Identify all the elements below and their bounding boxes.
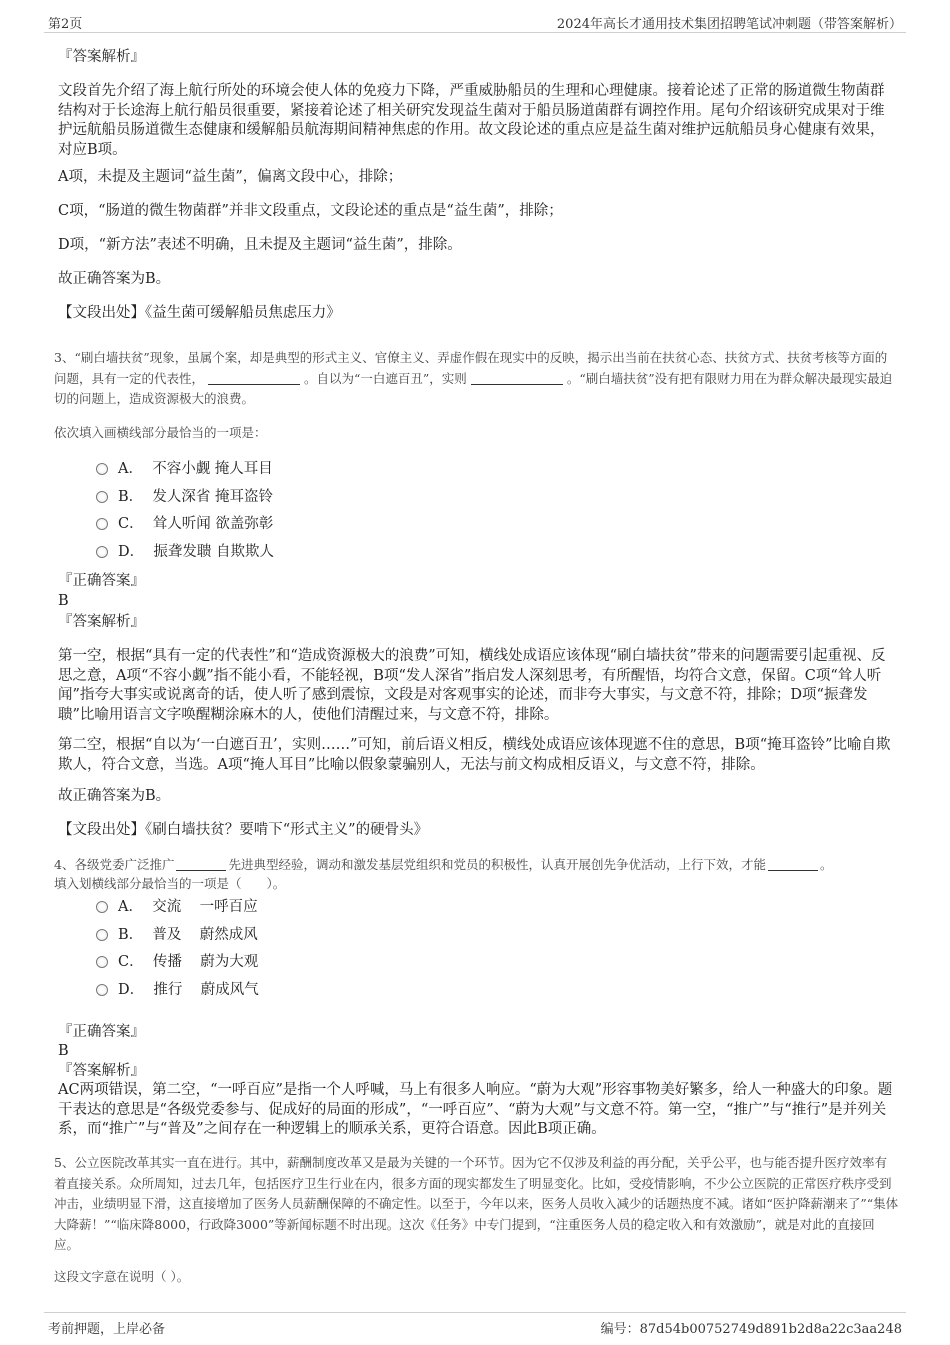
q4-correct-answer: B (58, 1043, 69, 1059)
radio-icon[interactable] (96, 984, 108, 996)
q2-analysis-p3: C项，“肠道的微生物菌群”并非文段重点，文段论述的重点是“益生菌”，排除； (58, 203, 563, 219)
q4-stem: 4、各级党委广泛推广 先进典型经验，调动和激发基层党组织和党员的积极性，认真开展创先争优活动，上行下效，才能 。 (54, 857, 833, 872)
q2-analysis-p1: 文段首先介绍了海上航行所处的环境会使人体的免疫力下降，严重威胁船员的生理和心理健康。接着论述了正常的肠道微生物菌群结构对于长途海上航行船员很重要，紧接着论述了相关研究发现益生菌对于船员肠道菌群有调控作用。尾句介绍该研究成果对于维护远航船员肠道微生态健康和缓解船员航海期间精神焦虑的作用。故文段论述的重点应是益生菌对维护远航船员身心健康有效果，对应B项。 (58, 83, 885, 158)
q3-prompt: 依次填入画横线部分最恰当的一项是： (54, 425, 267, 440)
q2-answer-summary: 故正确答案为B。 (58, 271, 171, 287)
q2-analysis-p2: A项，未提及主题词“益生菌”，偏离文段中心，排除； (58, 169, 403, 185)
radio-icon[interactable] (96, 491, 108, 503)
q3-option-d[interactable]: D． 振聋发聩 自欺欺人 (96, 542, 274, 562)
q3-option-b[interactable]: B． 发人深省 掩耳盗铃 (96, 487, 273, 507)
answer-blank-1 (176, 858, 226, 871)
q4-option-a[interactable]: A． 交流 一呼百应 (96, 897, 258, 917)
radio-icon[interactable] (96, 546, 108, 558)
q3-option-a[interactable]: A． 不容小觑 掩人耳目 (96, 459, 273, 479)
answer-blank-1 (208, 372, 300, 385)
radio-icon[interactable] (96, 518, 108, 530)
q2-source: 【文段出处】《益生菌可缓解船员焦虑压力》 (58, 305, 341, 321)
q3-analysis-label: 『答案解析』 (58, 614, 145, 630)
footer-slogan: 考前押题，上岸必备 (48, 1322, 166, 1337)
radio-icon[interactable] (96, 956, 108, 968)
q5-stem: 5、公立医院改革其实一直在进行。其中，薪酬制度改革又是最为关键的一个环节。因为它不仅涉及利益的再分配，关乎公平，也与能否提升医疗效率有着直接关系。众所周知，过去几年，包括医疗卫生行业在内，很多方面的现实都发生了明显变化。比如，受疫情影响，不少公立医院的正常医疗秩序受到冲击，业绩明显下滑，这直接增加了医务人员薪酬保障的不确定性。以至于，今年以来，医务人员收入减少的话题热度不减。诸如“医护降薪潮来了”“集体大降薪！”“临床降8000，行政降3000”等新闻标题不时出现。这次《任务》中专门提到，“注重医务人员的稳定收入和有效激励”，就是对此的直接回应。 (54, 1155, 899, 1252)
q3-option-c[interactable]: C． 耸人听闻 欲盖弥彰 (96, 514, 273, 534)
q3-correct-answer: B (58, 593, 69, 609)
q4-correct-label: 『正确答案』 (58, 1024, 145, 1040)
answer-blank-2 (471, 372, 563, 385)
q5-prompt: 这段文字意在说明（ ）。 (54, 1269, 190, 1284)
document-title: 2024年高长才通用技术集团招聘笔试冲刺题（带答案解析） (556, 17, 902, 32)
q3-stem-part2: 。自以为“一白遮百丑”，实则 (304, 370, 467, 386)
page-footer (44, 1312, 906, 1337)
page-number: 第2页 (48, 17, 83, 32)
radio-icon[interactable] (96, 901, 108, 913)
q4-option-b[interactable]: B． 普及 蔚然成风 (96, 925, 258, 945)
q3-analysis-p1: 第一空，根据“具有一定的代表性”和“造成资源极大的浪费”可知，横线处成语应该体现“刷白墙扶贫”带来的问题需要引起重视、反思之意，A项“不容小觑”指不能小看，不能轻视，B项“发人深省”指启发人深刻思考，有所醒悟，均符合文意，保留。C项“耸人听闻”指夸大事实或说离奇的话，使人听了感到震惊，文段是对客观事实的论述，而非夸大事实，与文意不符，排除；D项“振聋发聩”比喻用语言文字唤醒糊涂麻木的人，使他们清醒过来，与文意不符，排除。 (58, 648, 886, 723)
q3-stem-part1: 3、“刷白墙扶贫”现象，虽属个案，却是典型的形式主义、官僚主义、弄虚作假在现实中的反映，揭示出当前在扶贫心态、扶贫方式、扶贫考核等方面的问题，具有一定的代表性， (54, 350, 888, 386)
answer-blank-2 (768, 858, 818, 871)
q2-analysis-p4: D项，“新方法”表述不明确，且未提及主题词“益生菌”，排除。 (58, 237, 462, 253)
q3-source: 【文段出处】《刷白墙扶贫？要啃下“形式主义”的硬骨头》 (58, 822, 429, 838)
q3-answer-summary: 故正确答案为B。 (58, 788, 171, 804)
document-code: 编号：87d54b00752749d891b2d8a22c3aa248 (600, 1322, 902, 1337)
q4-option-c[interactable]: C． 传播 蔚为大观 (96, 952, 258, 972)
radio-icon[interactable] (96, 463, 108, 475)
q3-correct-label: 『正确答案』 (58, 573, 145, 589)
page-header (44, 10, 906, 33)
q4-analysis-label: 『答案解析』 (58, 1063, 145, 1079)
q4-analysis-p1: AC两项错误，第二空，“一呼百应”是指一个人呼喊，马上有很多人响应。“蔚为大观”形容事物美好繁多，给人一种盛大的印象。题干表达的意思是“各级党委参与、促成好的局面的形成”，“一呼百应”、“蔚为大观”与文意不符。第一空，“推广”与“推行”是并列关系，而“推广”与“普及”之间存在一种逻辑上的顺承关系，更符合语意。因此B项正确。 (58, 1082, 893, 1137)
q4-option-d[interactable]: D． 推行 蔚成风气 (96, 980, 259, 1000)
q3-stem (54, 348, 899, 410)
q3-analysis-p2: 第二空，根据“自以为‘一白遮百丑’，实则……”可知，前后语义相反，横线处成语应该体现遮不住的意思，B项“掩耳盗铃”比喻自欺欺人，符合文意，当选。A项“掩人耳目”比喻以假象蒙骗别人，无法与前文构成相反语义，与文意不符，排除。 (58, 737, 891, 773)
q4-prompt: 填入划横线部分最恰当的一项是（ ）。 (54, 876, 286, 891)
q3-stem-part3: 。“刷白墙扶贫”没有把有限财力用在为群众解决最现实最迫切的问题上，造成资源极大的浪费。 (54, 370, 893, 406)
radio-icon[interactable] (96, 929, 108, 941)
q2-analysis-label: 『答案解析』 (58, 49, 145, 65)
